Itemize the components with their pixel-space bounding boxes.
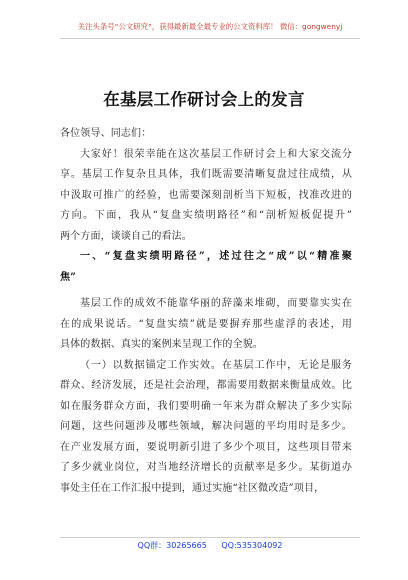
- paragraph-line: 群众、经济发展，还是社会治理，都需要用数据来衡量成效。比: [60, 380, 352, 391]
- paragraph-line: 事处主任在工作汇报中提到，通过实施“社区微改造”项目，: [60, 482, 325, 494]
- document-body: [60, 124, 352, 499]
- paragraph-line: 在产业发展方面，要说明新引进了多少个项目，这些项目带来: [60, 441, 352, 453]
- paragraph-line: 问题，这些问题涉及哪些领域，解决问题的平均用时是多少。: [60, 421, 352, 432]
- paragraph-line: 具体的数据、真实的案例来呈现工作的全貌。: [60, 339, 263, 350]
- qq-text: QQ:535304092: [221, 541, 283, 550]
- paragraph-line: 两个方面，谈谈自己的看法。: [60, 230, 192, 242]
- heading-line: 一、“复盘实绩明路径”，述过往之“成”以“精准聚: [80, 251, 352, 262]
- paragraph-line: 了多少就业岗位，对当地经济增长的贡献率是多少。某街道办: [60, 462, 352, 473]
- heading-line: 焦”: [60, 271, 77, 283]
- header-divider: [60, 38, 360, 39]
- paragraph-results: [60, 294, 352, 356]
- paragraph-line: （一）以数据锚定工作实效。在基层工作中，无论是服务: [80, 359, 352, 371]
- qq-group-text: QQ群：30265665: [137, 541, 207, 550]
- paragraph-line: 大家好！很荣幸能在这次基层工作研讨会上和大家交流分: [80, 148, 352, 160]
- paragraph-line: 如在服务群众方面，我们要明确一年来为群众解决了多少实际: [60, 400, 352, 412]
- paragraph-line: 中汲取可推广的经验，也需要深刻剖析当下短板，找准改进的: [60, 189, 352, 201]
- paragraph-line: 享。基层工作复杂且具体，我们既需要清晰复盘过往成绩，从: [60, 169, 352, 180]
- document-title: 在基层工作研讨会上的发言: [103, 90, 305, 109]
- footer-contact: [60, 540, 360, 552]
- paragraph-line: 方向。下面，我从“复盘实绩明路径”和“剖析短板促提升”: [60, 210, 352, 221]
- paragraph-line: 基层工作的成效不能靠华丽的辞藻来堆砌，而要靠实实在: [80, 298, 352, 309]
- footer-divider: [60, 537, 360, 538]
- paragraph-data-anchor: [60, 356, 352, 500]
- salutation: 各位领导、同志们：: [60, 128, 152, 139]
- section-heading-1: [60, 247, 352, 288]
- header-banner: 关注头条号“公文研究”，获得最新最全最专业的公文资料库！ 微信：gongwenyj: [77, 22, 343, 31]
- paragraph-intro: [60, 145, 352, 248]
- paragraph-line: 在的成果说话。“复盘实绩”就是要摒弃那些虚浮的表述，用: [60, 318, 352, 330]
